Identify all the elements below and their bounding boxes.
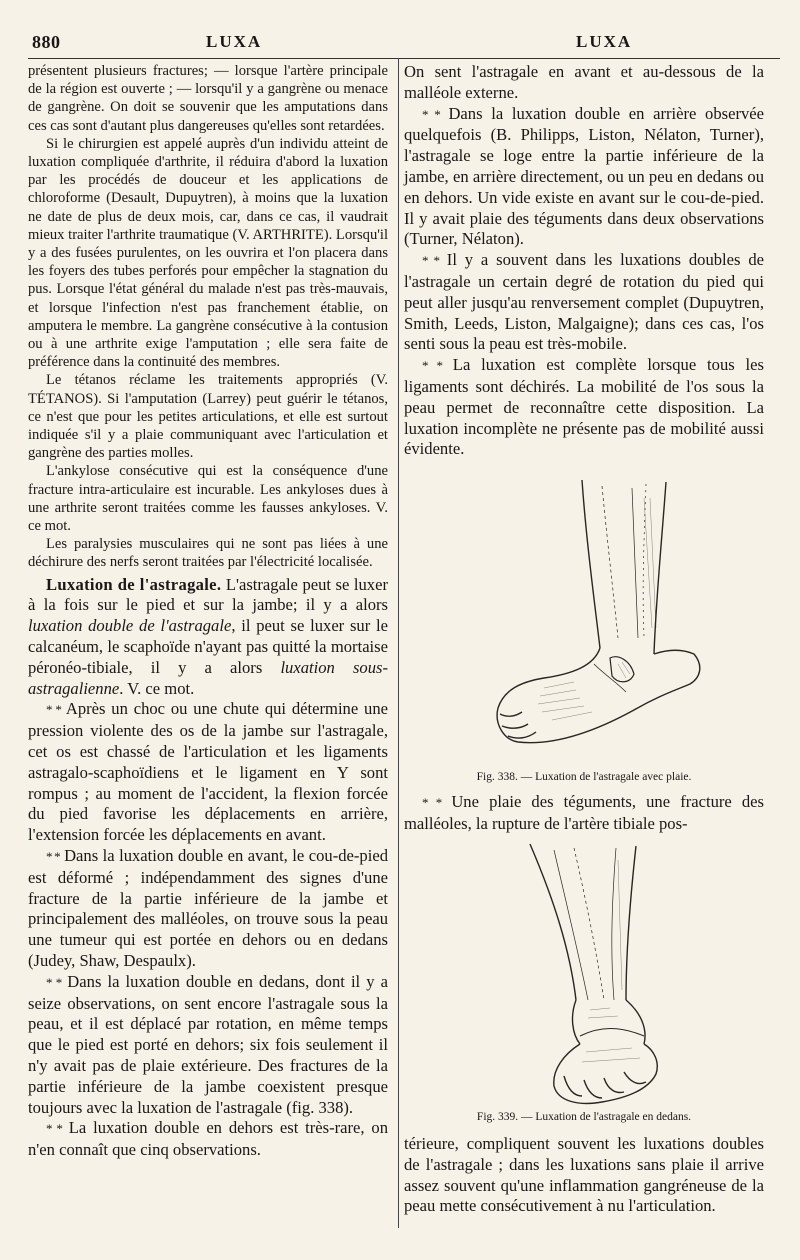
paragraph: Les paralysies musculaires qui ne sont pas liées à une déchirure des nerfs seront traitées par l'électricité localisée. (28, 536, 388, 571)
right-column-bottom (404, 1134, 764, 1217)
right-column-middle (404, 792, 764, 835)
asterism-icon: * * (422, 358, 442, 374)
asterism-icon: * * (46, 974, 62, 990)
ankle-inward-dislocation-illustration (404, 840, 764, 1110)
paragraph: térieure, compliquent souvent les luxations doubles de l'astragale ; dans les luxations sans plaie il arrive assez souvent qu'une inflammation gangréneuse de la peau mette consécutivement à nu l'articulation. (404, 1134, 764, 1216)
section-paragraph: Luxation de l'astragale. L'astragale peut se luxer à la fois sur le pied et sur la jambe; il y a alors luxation double de l'astragale, il peut se luxer sur le calcanéum, le scaphoïde n'ayant pas quitté la mortaise péronéo-tibiale, il y a alors luxation sous-astragalienne. V. ce mot. (28, 574, 388, 698)
figure-339 (404, 840, 764, 1124)
column-divider (398, 58, 399, 1228)
asterism-icon: * * (422, 795, 442, 810)
page-number: 880 (32, 32, 61, 52)
page-header (28, 26, 780, 54)
asterism-icon: * * (46, 702, 61, 718)
running-head-left: LUXA (206, 32, 263, 51)
paragraph: * * Après un choc ou une chute qui détermine une pression violente des os de la jambe sur l'astragale, cet os est chassé de l'articulation et les ligaments astragalo-scaphoïdiens et le ligament en Y sont rompus ; au moment de l'accident, la flexion forcée du pied favorise les déplacements en arrière, l'extension forcée les déplacements en avant. (28, 699, 388, 845)
asterism-icon: * * (422, 253, 439, 269)
paragraph: * * Il y a souvent dans les luxations doubles de l'astragale un certain degré de rotation du pied qui peut aller jusqu'au renversement complet (Dupuytren, Smith, Leeds, Liston, Malgaigne); dans ces cas, l'os senti sous la peau est très-mobile. (404, 250, 764, 354)
paragraph: présentent plusieurs fractures; — lorsque l'artère principale de la région est ouverte ; — lorsqu'il y a gangrène ou menace de gangrène. On doit se souvenir que les amputations dans ces cas sont d'autant plus dangereuses qu'elles sont retardées. (28, 63, 388, 134)
ankle-dislocation-with-wound-illustration (404, 478, 764, 770)
figure-338 (404, 478, 764, 784)
left-column (28, 62, 388, 1161)
paragraph: L'ankylose consécutive qui est la conséquence d'une fracture intra-articulaire est incurable. Les ankyloses dues à une arthrite seront traitées comme les fausses ankyloses. V. ce mot. (28, 463, 388, 535)
asterism-icon: * * (422, 106, 440, 122)
asterism-icon: * * (46, 1121, 62, 1137)
running-head-right: LUXA (576, 32, 633, 51)
paragraph: * * La luxation double en dehors est très-rare, on n'en connaît que cinq observations. (28, 1118, 389, 1160)
term: luxation double de l'astragale (28, 616, 232, 636)
header-rule (28, 58, 780, 59)
paragraph: * * Dans la luxation double en avant, le cou-de-pied est déformé ; indépendamment des signes d'une fracture de la partie inférieure de la jambe et principalement des malléoles, on trouve sous la peau une tumeur qui est portée en dehors ou en dedans (Judey, Shaw, Despaulx). (28, 846, 389, 971)
paragraph: Si le chirurgien est appelé auprès d'un individu atteint de luxation compliquée d'arthrite, il réduira d'abord la luxation par les procédés de douceur et les applications de chloroforme (Desault, Dupuytren), à moins que la luxation ne date de plus de deux mois, car, dans ce cas, il vaudrait mieux traiter l'arthrite traumatique (V. ARTHRITE). Lorsqu'il y a des fusées purulentes, on les ouvrira et l'on placera dans les foyers des tubes perforés pour empêcher la stagnation du pus. Lorsque l'état général du malade n'est pas très-mauvais, et lorsque l'infection n'est pas franchement établie, on amputera le membre. La gangrène consécutive à la contusion ou à une arthrite exige l'amputation ; elle sera faite de préférence dans la continuité des membres. (28, 135, 388, 371)
right-column-top (404, 62, 764, 460)
paragraph: * * Dans la luxation double en arrière observée quelquefois (B. Philipps, Liston, Nélaton, Turner), l'astragale se loge entre la partie inférieure de la jambe, en arrière directement, ou un peu en dedans ou en dehors. Un vide existe en avant sur le cou-de-pied. Il y avait plaie des téguments dans deux observations (Turner, Nélaton). (404, 103, 764, 249)
paragraph: * * La luxation est complète lorsque tous les ligaments sont déchirés. La mobilité de l'os sous la peau permet de reconnaître cette disposition. La luxation incomplète ne présente pas de mobilité aussi évidente. (404, 355, 764, 459)
paragraph: Le tétanos réclame les traitements appropriés (V. TÉTANOS). Si l'amputation (Larrey) peut guérir le tétanos, ce n'est que pour les petites articulations, et elle est surtout indiquée s'il y a plaie communiquant avec l'articulation et gangrène des parties molles. (28, 372, 388, 462)
term: luxation sous-astragalienne (28, 657, 388, 698)
asterism-icon: * * (46, 849, 60, 865)
figure-caption: Fig. 339. — Luxation de l'astragale en dedans. (476, 1111, 692, 1123)
figure-caption: Fig. 338. — Luxation de l'astragale avec plaie. (476, 771, 692, 783)
paragraph: * * Dans la luxation double en dedans, dont il y a seize observations, on sent encore l'astragale sous la peau, et il est déplacé par rotation, en même temps que le pied est porté en dehors; six fois seulement il n'y avait pas de plaie extérieure. Des fractures de la partie inférieure de la jambe coexistent presque toujours avec la luxation de l'astragale (fig. 338). (28, 971, 389, 1117)
paragraph: * * Une plaie des téguments, une fracture des malléoles, la rupture de l'artère tibiale pos- (404, 792, 764, 833)
section-heading: Luxation de l'astragale. (46, 574, 222, 594)
paragraph: On sent l'astragale en avant et au-dessous de la malléole externe. (404, 62, 764, 102)
